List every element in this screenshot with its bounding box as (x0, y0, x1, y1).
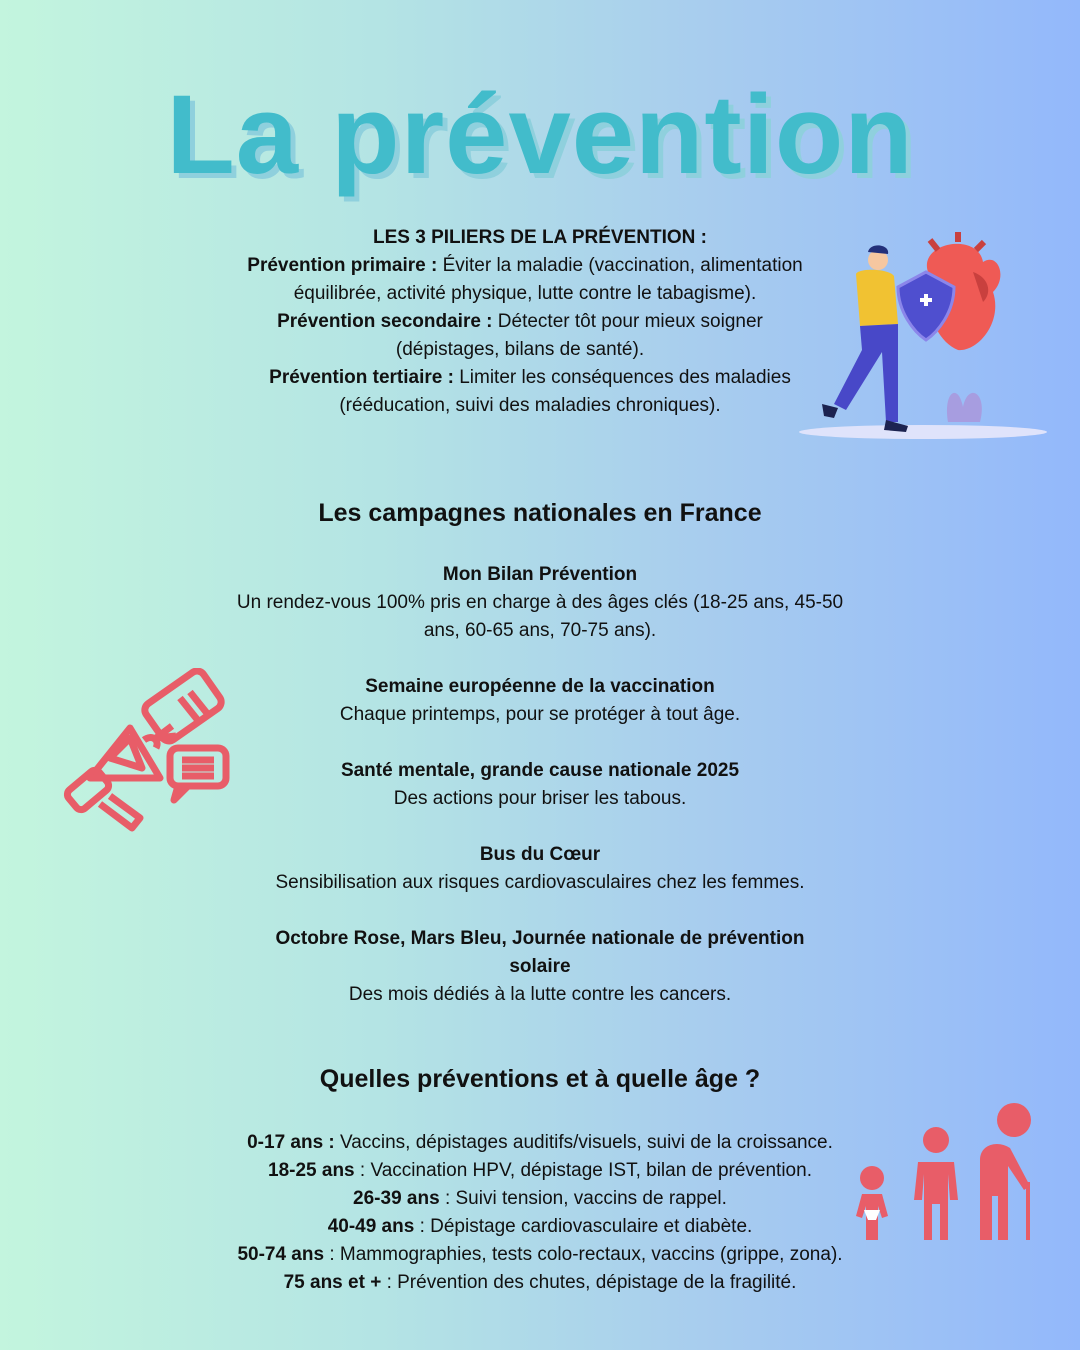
pilier-secondaire: Prévention secondaire : Détecter tôt pour mieux soigner (dépistages, bilans de santé). (277, 311, 763, 360)
ages-section (190, 1063, 890, 1297)
campagne-item: Semaine européenne de la vaccination Chaque printemps, pour se protéger à tout âge. (339, 676, 741, 725)
age-item: 18-25 ans : Vaccination HPV, dépistage IST, bilan de prévention. (268, 1160, 812, 1181)
campagnes-heading: Les campagnes nationales en France (318, 499, 762, 527)
piliers-heading: LES 3 PILIERS DE LA PRÉVENTION : (373, 227, 707, 248)
age-item: 40-49 ans : Dépistage cardiovasculaire et diabète. (327, 1216, 753, 1237)
age-figures-icon (848, 1100, 1038, 1245)
person-icon (822, 245, 908, 432)
page-title: La prévention (166, 72, 914, 197)
campagnes-section (190, 497, 890, 1009)
ages-heading: Quelles préventions et à quelle âge ? (319, 1065, 761, 1093)
piliers-section (190, 224, 890, 420)
baby-icon (856, 1166, 888, 1240)
plant-icon (947, 393, 982, 422)
campagne-item: Mon Bilan Prévention Un rendez-vous 100% pris en charge à des âges clés (18-25 ans, 45-50 ans, 60-65 ans, 70-75 ans). (236, 564, 844, 641)
adult-icon (914, 1127, 958, 1240)
age-item: 0-17 ans : Vaccins, dépistages auditifs/visuels, suivi de la croissance. (247, 1132, 833, 1153)
campagne-item: Bus du Cœur Sensibilisation aux risques cardiovasculaires chez les femmes. (275, 844, 805, 893)
campagne-item: Octobre Rose, Mars Bleu, Journée nationale de prévention solaire Des mois dédiés à la lutte contre les cancers. (275, 928, 805, 1005)
age-item: 75 ans et + : Prévention des chutes, dépistage de la fragilité. (283, 1272, 797, 1293)
campagne-item: Santé mentale, grande cause nationale 2025 Des actions pour briser les tabous. (340, 760, 740, 809)
heart-shield-illustration (798, 232, 1050, 444)
megaphone-icon (60, 668, 232, 838)
elderly-icon (980, 1103, 1031, 1240)
age-item: 50-74 ans : Mammographies, tests colo-rectaux, vaccins (grippe, zona). (237, 1244, 843, 1265)
pilier-primaire: Prévention primaire : Éviter la maladie (vaccination, alimentation équilibrée, activité physique, lutte contre le tabagisme). (247, 255, 803, 304)
age-item: 26-39 ans : Suivi tension, vaccins de rappel. (353, 1188, 727, 1209)
pilier-tertiaire: Prévention tertiaire : Limiter les conséquences des maladies (rééducation, suivi des maladies chroniques). (269, 367, 791, 416)
